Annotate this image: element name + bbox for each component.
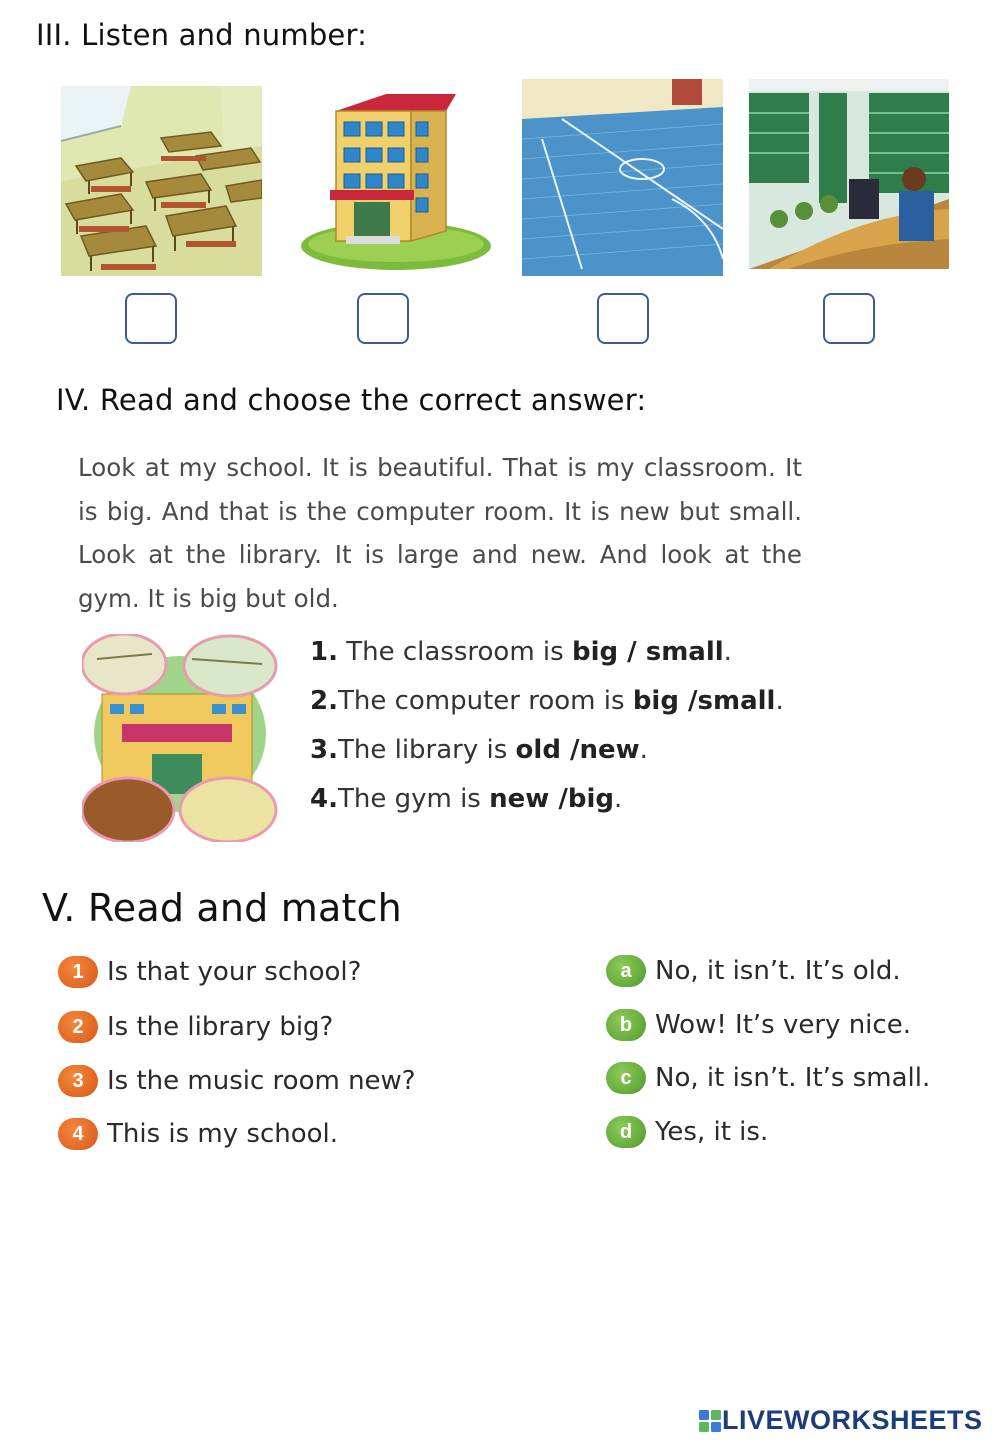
question-end: . xyxy=(775,686,784,716)
liveworksheets-logo xyxy=(698,1405,983,1436)
question-1 xyxy=(310,637,732,667)
answer-box-3[interactable] xyxy=(597,293,649,344)
number-badge: 1 xyxy=(58,956,98,988)
question-3 xyxy=(310,735,648,765)
match-left-text: This is my school. xyxy=(107,1119,339,1149)
option-old[interactable]: old xyxy=(515,735,561,765)
answer-box-1[interactable] xyxy=(125,293,177,344)
number-badge: 2 xyxy=(58,1011,98,1043)
option-separator: / xyxy=(549,784,568,814)
section-5-title: V. Read and match xyxy=(42,886,402,930)
question-number: 3. xyxy=(310,735,338,765)
logo-text: LIVEWORKSHEETS xyxy=(722,1405,983,1435)
match-left-text: Is that your school? xyxy=(107,957,362,987)
match-left-item-3[interactable] xyxy=(58,1065,416,1097)
match-left-item-2[interactable] xyxy=(58,1011,333,1043)
answer-box-2[interactable] xyxy=(357,293,409,344)
question-number: 4. xyxy=(310,784,338,814)
match-right-item-c[interactable] xyxy=(606,1062,930,1094)
letter-badge: d xyxy=(606,1116,646,1148)
option-new[interactable]: new xyxy=(579,735,640,765)
option-big[interactable]: big xyxy=(632,686,679,716)
question-text: The library is xyxy=(337,735,516,765)
match-right-item-b[interactable] xyxy=(606,1009,911,1041)
match-right-item-a[interactable] xyxy=(606,955,901,987)
match-left-item-1[interactable] xyxy=(58,956,361,988)
classroom-desks-picture xyxy=(61,86,262,276)
number-badge: 4 xyxy=(58,1118,98,1150)
letter-badge: a xyxy=(606,955,646,987)
match-right-text: Yes, it is. xyxy=(655,1117,769,1147)
question-end: . xyxy=(613,784,623,814)
school-building-picture xyxy=(296,86,496,276)
option-new[interactable]: new xyxy=(489,784,550,814)
question-text: The computer room is xyxy=(337,686,633,716)
library-picture xyxy=(749,79,949,269)
answer-box-4[interactable] xyxy=(823,293,875,344)
question-end: . xyxy=(639,735,648,765)
question-end: . xyxy=(723,637,732,667)
letter-badge: b xyxy=(606,1009,646,1041)
option-small[interactable]: small xyxy=(645,637,724,667)
section-3-title: III. Listen and number: xyxy=(36,18,368,52)
option-separator: / xyxy=(560,735,580,765)
liveworksheets-logo-icon xyxy=(698,1409,722,1433)
option-big[interactable]: big xyxy=(567,784,614,814)
option-big[interactable]: big xyxy=(571,637,619,667)
letter-badge: c xyxy=(606,1062,646,1094)
option-separator: / xyxy=(618,637,646,667)
question-number: 1. xyxy=(310,637,338,667)
match-right-text: No, it isn’t. It’s small. xyxy=(655,1063,931,1093)
question-text: The gym is xyxy=(337,784,490,814)
match-left-item-4[interactable] xyxy=(58,1118,338,1150)
reading-passage: Look at my school. It is beautiful. That is my classroom. It is big. And that is the computer room. It is new but small. Look at the library. It is large and new. And look at the gym. It is big but old. xyxy=(78,453,802,613)
question-4 xyxy=(310,784,622,814)
match-left-text: Is the music room new? xyxy=(107,1066,416,1096)
gym-court-picture xyxy=(522,79,723,276)
section-4-title: IV. Read and choose the correct answer: xyxy=(56,383,647,417)
option-separator: / xyxy=(678,686,698,716)
match-right-item-d[interactable] xyxy=(606,1116,768,1148)
question-number: 2. xyxy=(310,686,338,716)
school-collage-picture xyxy=(82,634,278,842)
match-right-text: Wow! It’s very nice. xyxy=(655,1010,911,1040)
number-badge: 3 xyxy=(58,1065,98,1097)
question-2 xyxy=(310,686,784,716)
match-right-text: No, it isn’t. It’s old. xyxy=(655,956,901,986)
option-small[interactable]: small xyxy=(697,686,776,716)
match-left-text: Is the library big? xyxy=(107,1012,334,1042)
question-text: The classroom is xyxy=(337,637,572,667)
